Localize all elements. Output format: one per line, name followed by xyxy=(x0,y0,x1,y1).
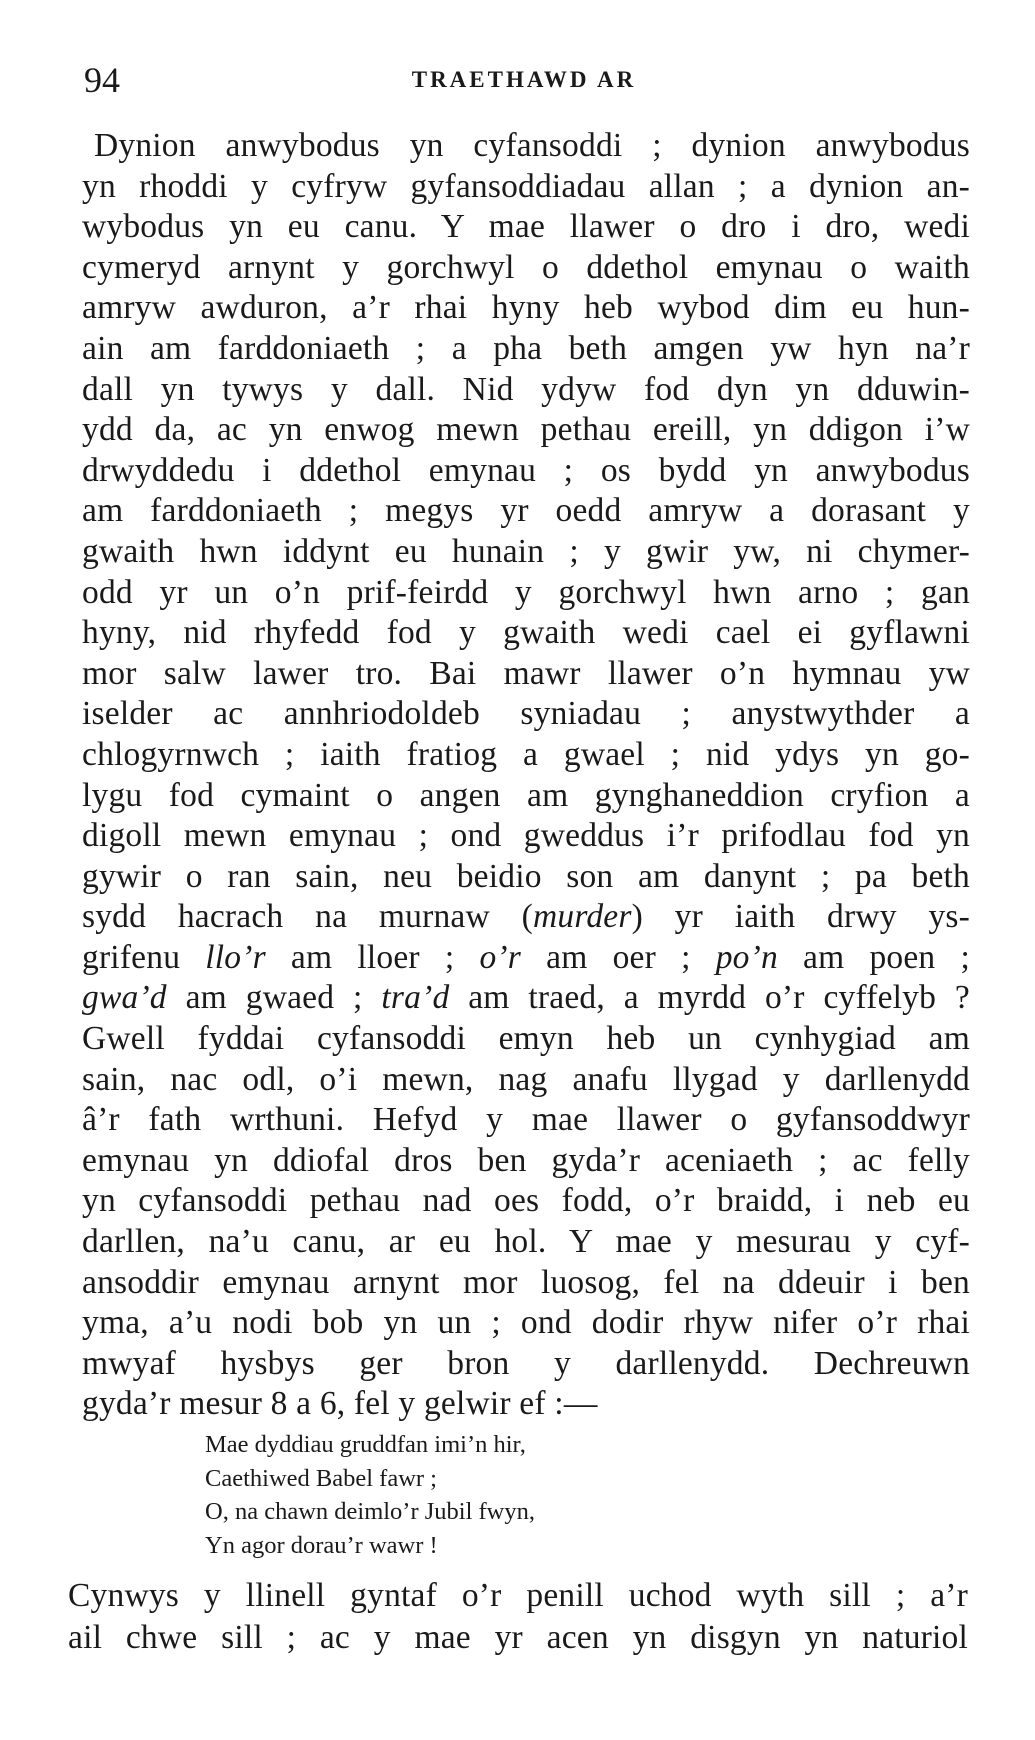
text-line xyxy=(82,776,970,817)
text-segment: sain, nac odl, o’i mewn, nag anafu llygad y darllenydd xyxy=(82,1060,970,1098)
text-segment: hyny, nid rhyfedd fod y gwaith wedi cael ei gyflawni xyxy=(82,614,970,652)
verse-quotation xyxy=(205,1428,805,1562)
text-segment: gywir o ran sain, neu beidio son am danynt ; pa beth xyxy=(82,857,970,895)
italic-word: murder xyxy=(532,898,632,936)
text-line xyxy=(82,1263,970,1304)
text-segment: darllen, na’u canu, ar eu hol. Y mae y mesurau y cyf- xyxy=(82,1223,970,1261)
text-segment: wybodus yn eu canu. Y mae llawer o dro i dro, wedi xyxy=(82,208,970,246)
text-line xyxy=(82,1222,970,1263)
text-segment: sydd hacrach na murnaw ( xyxy=(82,898,533,936)
text-line xyxy=(82,1141,970,1182)
text-segment: yma, a’u nodi bob yn un ; ond dodir rhyw nifer o’r rhai xyxy=(82,1304,970,1342)
text-line xyxy=(82,167,970,208)
text-line xyxy=(82,613,970,654)
text-segment: gwaith hwn iddynt eu hunain ; y gwir yw, ni chymer- xyxy=(82,532,970,570)
text-segment: ydd da, ac yn enwog mewn pethau ereill, yn ddigon i’w xyxy=(82,411,970,449)
text-line xyxy=(82,288,970,329)
text-segment: gyda’r mesur 8 a 6, fel y gelwir ef :— xyxy=(82,1385,598,1423)
text-segment: mor salw lawer tro. Bai mawr llawer o’n hymnau yw xyxy=(82,654,970,692)
text-line xyxy=(82,1019,970,1060)
text-line xyxy=(82,816,970,857)
text-segment: drwyddedu i ddethol emynau ; os bydd yn anwybodus xyxy=(82,451,970,489)
text-segment: emynau yn ddiofal dros ben gyda’r aceniaeth ; ac felly xyxy=(82,1141,970,1179)
text-segment: am poen ; xyxy=(777,938,970,976)
running-head: TRAETHAWD AR xyxy=(411,67,637,92)
text-line xyxy=(82,1303,970,1344)
text-line xyxy=(82,410,970,451)
text-line xyxy=(82,1344,970,1385)
text-line xyxy=(82,735,970,776)
text-line: ail chwe sill ; ac y mae yr acen yn disgyn yn naturiol xyxy=(68,1619,968,1656)
text-segment: lygu fod cymaint o angen am gynghaneddion cryfion a xyxy=(82,776,970,814)
text-segment: Gwell fyddai cyfansoddi emyn heb un cynhygiad am xyxy=(82,1020,970,1058)
text-segment: ) yr iaith drwy ys- xyxy=(631,898,970,936)
main-paragraph xyxy=(82,126,970,1425)
text-line xyxy=(82,370,970,411)
text-line xyxy=(82,207,970,248)
text-segment: am farddoniaeth ; megys yr oedd amryw a dorasant y xyxy=(82,492,970,530)
text-segment: yn rhoddi y cyfryw gyfansoddiadau allan ; a dynion an- xyxy=(82,167,970,205)
text-segment: odd yr un o’n prif-feirdd y gorchwyl hwn arno ; gan xyxy=(82,573,970,611)
text-segment: cymeryd arnynt y gorchwyl o ddethol emynau o waith xyxy=(82,248,970,286)
text-line xyxy=(82,1384,970,1425)
text-line xyxy=(82,126,970,167)
closing-paragraph xyxy=(68,1575,968,1659)
text-line xyxy=(82,573,970,614)
text-line xyxy=(82,248,970,289)
text-line xyxy=(82,1060,970,1101)
text-line xyxy=(82,654,970,695)
text-segment: yn cyfansoddi pethau nad oes fodd, o’r braidd, i neb eu xyxy=(82,1182,970,1220)
text-line xyxy=(82,857,970,898)
text-segment: grifenu xyxy=(82,938,206,976)
text-segment: am gwaed ; xyxy=(166,979,382,1017)
text-segment: chlogyrnwch ; iaith fratiog a gwael ; nid ydys yn go- xyxy=(82,735,970,773)
verse-line: Caethiwed Babel fawr ; xyxy=(205,1464,437,1492)
text-line xyxy=(82,491,970,532)
text-line xyxy=(82,938,970,979)
text-line xyxy=(82,694,970,735)
text-segment: am traed, a myrdd o’r cyffelyb ? xyxy=(449,979,970,1017)
text-segment: ansoddir emynau arnynt mor luosog, fel na ddeuir i ben xyxy=(82,1263,970,1301)
text-segment: iselder ac annhriodoldeb syniadau ; anystwythder a xyxy=(82,695,970,733)
page-number: 94 xyxy=(84,60,120,100)
text-line xyxy=(82,978,970,1019)
text-segment: ain am farddoniaeth ; a pha beth amgen yw hyn na’r xyxy=(82,329,970,367)
text-segment: mwyaf hysbys ger bron y darllenydd. Dechreuwn xyxy=(82,1344,970,1382)
text-segment: dall yn tywys y dall. Nid ydyw fod dyn yn dduwin- xyxy=(82,370,970,408)
text-line xyxy=(82,1181,970,1222)
italic-word: po’n xyxy=(715,938,778,976)
text-line xyxy=(82,451,970,492)
page-header xyxy=(84,60,964,100)
text-segment: digoll mewn emynau ; ond gweddus i’r prifodlau fod yn xyxy=(82,817,970,855)
verse-line: Mae dyddiau gruddfan imi’n hir, xyxy=(205,1431,526,1458)
text-segment: amryw awduron, a’r rhai hyny heb wybod dim eu hun- xyxy=(82,289,970,327)
text-line xyxy=(82,897,970,938)
italic-word: o’r xyxy=(479,938,522,976)
text-line xyxy=(82,532,970,573)
text-line: Cynwys y llinell gyntaf o’r penill uchod wyth sill ; a’r xyxy=(68,1577,968,1614)
text-line xyxy=(82,329,970,370)
verse-line: O, na chawn deimlo’r Jubil fwyn, xyxy=(205,1498,535,1525)
text-segment: am lloer ; xyxy=(265,938,480,976)
text-segment: am oer ; xyxy=(521,938,716,976)
italic-word: llo’r xyxy=(205,938,266,976)
text-segment: â’r fath wrthuni. Hefyd y mae llawer o gyfansoddwyr xyxy=(82,1101,970,1139)
italic-word: gwa’d xyxy=(82,979,167,1017)
verse-line: Yn agor dorau’r wawr ! xyxy=(205,1531,438,1559)
text-segment: Dynion anwybodus yn cyfansoddi ; dynion anwybodus xyxy=(94,127,970,164)
text-line xyxy=(82,1100,970,1141)
italic-word: tra’d xyxy=(381,979,450,1017)
